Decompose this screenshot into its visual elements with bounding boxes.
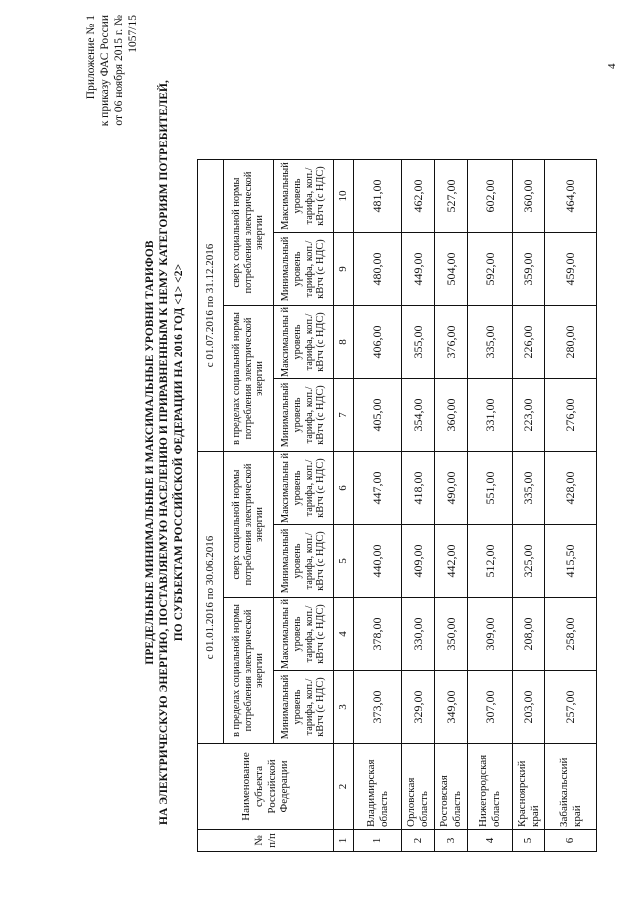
- tariff-value: 331,00: [468, 379, 513, 452]
- tariff-value: 378,00: [354, 598, 402, 671]
- header-above-norm-2: сверх социальной нормы потребления электрической энергии: [224, 160, 274, 306]
- page-number: 4: [606, 63, 618, 69]
- tariff-value: 354,00: [402, 379, 435, 452]
- title-line-2: НА ЭЛЕКТРИЧЕСКУЮ ЭНЕРГИЮ, ПОСТАВЛЯЕМУЮ НАСЕЛЕНИЮ И ПРИРАВНЕННЫМ К НЕМУ КАТЕГОРИЯМ ПОТРЕБИТЕЛЕЙ,: [158, 80, 171, 825]
- tariff-value: 208,00: [513, 598, 545, 671]
- header-period-2: с 01.07.2016 по 31.12.2016: [198, 160, 224, 452]
- tariff-value: 329,00: [402, 671, 435, 744]
- tariff-value: 428,00: [545, 452, 597, 525]
- appendix-line-1: Приложение № 1: [85, 15, 97, 100]
- region-name: Забайкальский край: [545, 744, 597, 830]
- header-min-2: Минимальный уровень тарифа, коп./кВтч (с НДС): [274, 525, 334, 598]
- row-number: 2: [402, 830, 435, 852]
- table-row: [468, 160, 513, 852]
- tariff-value: 330,00: [402, 598, 435, 671]
- table-row: [402, 160, 435, 852]
- tariff-value: 415,50: [545, 525, 597, 598]
- table-row: [513, 160, 545, 852]
- region-name: Красноярский край: [513, 744, 545, 830]
- tariff-value: 325,00: [513, 525, 545, 598]
- tariff-value: 551,00: [468, 452, 513, 525]
- tariff-value: 223,00: [513, 379, 545, 452]
- table-row: [354, 160, 402, 852]
- col-number: 5: [334, 525, 354, 598]
- tariff-value: 527,00: [435, 160, 468, 233]
- col-number: 6: [334, 452, 354, 525]
- col-number: 2: [334, 744, 354, 830]
- tariff-value: 359,00: [513, 233, 545, 306]
- header-within-norm-1: в пределах социальной нормы потребления электрической энергии: [224, 598, 274, 744]
- tariff-value: 449,00: [402, 233, 435, 306]
- tariff-value: 442,00: [435, 525, 468, 598]
- tariff-value: 406,00: [354, 306, 402, 379]
- row-number: 6: [545, 830, 597, 852]
- col-number: 1: [334, 830, 354, 852]
- region-name: Ростовская область: [435, 744, 468, 830]
- tariff-value: 307,00: [468, 671, 513, 744]
- header-min-3: Минимальный уровень тарифа, коп./кВтч (с НДС): [274, 379, 334, 452]
- tariff-value: 360,00: [435, 379, 468, 452]
- tariff-value: 481,00: [354, 160, 402, 233]
- tariff-value: 276,00: [545, 379, 597, 452]
- tariff-value: 350,00: [435, 598, 468, 671]
- tariff-value: 462,00: [402, 160, 435, 233]
- header-max-2: Максимальны й уровень тарифа, коп./кВтч (с НДС): [274, 452, 334, 525]
- tariff-value: 203,00: [513, 671, 545, 744]
- tariff-value: 447,00: [354, 452, 402, 525]
- col-number: 3: [334, 671, 354, 744]
- tariff-value: 226,00: [513, 306, 545, 379]
- header-within-norm-2: в пределах социальной нормы потребления электрической энергии: [224, 306, 274, 452]
- title-line-3: ПО СУБЪЕКТАМ РОССИЙСКОЙ ФЕДЕРАЦИИ НА 2016 ГОД <1> <2>: [172, 263, 185, 642]
- header-region: Наименование субъекта Российской Федерации: [198, 744, 334, 830]
- row-number: 4: [468, 830, 513, 852]
- tariff-value: 602,00: [468, 160, 513, 233]
- col-number: 10: [334, 160, 354, 233]
- region-name: Орловская область: [402, 744, 435, 830]
- header-min-1: Минимальный уровень тарифа, коп./кВтч (с НДС): [274, 671, 334, 744]
- title-line-1: ПРЕДЕЛЬНЫЕ МИНИМАЛЬНЫЕ И МАКСИМАЛЬНЫЕ УРОВНИ ТАРИФОВ: [144, 240, 156, 665]
- appendix-line-3: от 06 ноября 2015 г. № 1057/15: [113, 15, 139, 126]
- tariff-value: 440,00: [354, 525, 402, 598]
- tariff-value: 335,00: [513, 452, 545, 525]
- col-number: 8: [334, 306, 354, 379]
- tariff-value: 349,00: [435, 671, 468, 744]
- col-number: 9: [334, 233, 354, 306]
- header-period-1: с 01.01.2016 по 30.06.2016: [198, 452, 224, 744]
- tariff-value: 490,00: [435, 452, 468, 525]
- tariff-value: 360,00: [513, 160, 545, 233]
- document-title: [143, 0, 186, 905]
- appendix-line-2: к приказу ФАС России: [99, 15, 111, 127]
- header-max-1: Максимальны й уровень тарифа, коп./кВтч (с НДС): [274, 598, 334, 671]
- appendix-reference: [84, 15, 140, 145]
- tariff-value: 355,00: [402, 306, 435, 379]
- region-name: Владимирская область: [354, 744, 402, 830]
- tariff-value: 335,00: [468, 306, 513, 379]
- tariff-value: 512,00: [468, 525, 513, 598]
- col-number: 4: [334, 598, 354, 671]
- tariff-value: 592,00: [468, 233, 513, 306]
- tariff-value: 409,00: [402, 525, 435, 598]
- header-max-4: Максимальный уровень тарифа, коп./кВтч (с НДС): [274, 160, 334, 233]
- tariff-value: 376,00: [435, 306, 468, 379]
- row-number: 3: [435, 830, 468, 852]
- table-row: [435, 160, 468, 852]
- tariff-value: 258,00: [545, 598, 597, 671]
- tariff-value: 373,00: [354, 671, 402, 744]
- tariff-value: 480,00: [354, 233, 402, 306]
- tariff-value: 405,00: [354, 379, 402, 452]
- header-num: № п/п: [198, 830, 334, 852]
- table-row: [545, 160, 597, 852]
- tariff-value: 309,00: [468, 598, 513, 671]
- tariff-value: 257,00: [545, 671, 597, 744]
- tariff-table: [197, 159, 597, 852]
- header-above-norm-1: сверх социальной нормы потребления электрической энергии: [224, 452, 274, 598]
- col-number: 7: [334, 379, 354, 452]
- tariff-value: 464,00: [545, 160, 597, 233]
- tariff-value: 280,00: [545, 306, 597, 379]
- header-max-3: Максимальны й уровень тарифа, коп./кВтч (с НДС): [274, 306, 334, 379]
- tariff-value: 504,00: [435, 233, 468, 306]
- tariff-value: 459,00: [545, 233, 597, 306]
- region-name: Нижегородская область: [468, 744, 513, 830]
- row-number: 1: [354, 830, 402, 852]
- header-min-4: Минимальный уровень тарифа, коп./кВтч (с НДС): [274, 233, 334, 306]
- column-number-row: [334, 160, 354, 852]
- tariff-value: 418,00: [402, 452, 435, 525]
- row-number: 5: [513, 830, 545, 852]
